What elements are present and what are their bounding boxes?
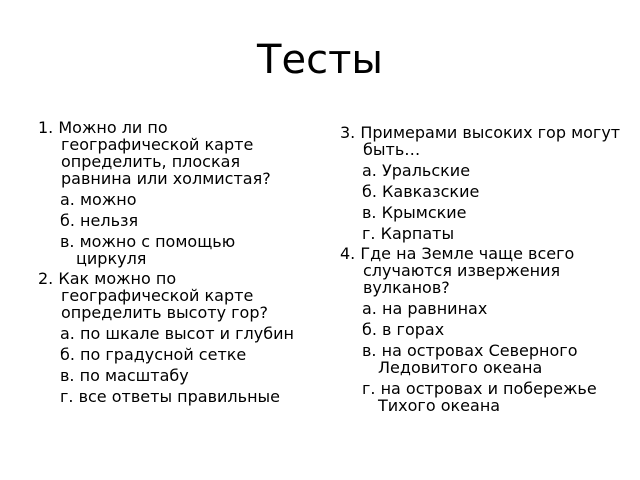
question-1: 1. Можно ли по географической карте определить, плоская равнина или холмистая? <box>38 118 271 188</box>
question-1-answer-c: в. можно с помощью циркуля <box>60 232 236 268</box>
left-column <box>38 119 306 405</box>
question-1-answer-a: а. можно <box>60 190 137 209</box>
question-2-answer-a: а. по шкале высот и глубин <box>60 324 294 343</box>
right-column <box>340 124 632 414</box>
question-2: 2. Как можно по географической карте определить высоту гор? <box>38 269 268 322</box>
slide-title: Тесты <box>257 37 383 83</box>
question-2-answer-d: г. все ответы правильные <box>60 387 280 406</box>
question-1-answer-b: б. нельзя <box>60 211 139 230</box>
question-3-answer-b: б. Кавказские <box>362 182 480 201</box>
question-4-answer-b: б. в горах <box>362 320 445 339</box>
question-4-answer-a: а. на равнинах <box>362 299 488 318</box>
question-3-answer-c: в. Крымские <box>362 203 467 222</box>
question-2-answer-c: в. по масштабу <box>60 366 189 385</box>
question-3-answer-d: г. Карпаты <box>362 224 455 243</box>
question-3: 3. Примерами высоких гор могут быть… <box>340 123 621 159</box>
question-4-answer-d: г. на островах и побережье Тихого океана <box>362 379 597 415</box>
question-3-answer-a: а. Уральские <box>362 161 471 180</box>
question-2-answer-b: б. по градусной сетке <box>60 345 247 364</box>
question-4: 4. Где на Земле чаще всего случаются извержения вулканов? <box>340 244 575 297</box>
question-4-answer-c: в. на островах Северного Ледовитого океана <box>362 341 578 377</box>
